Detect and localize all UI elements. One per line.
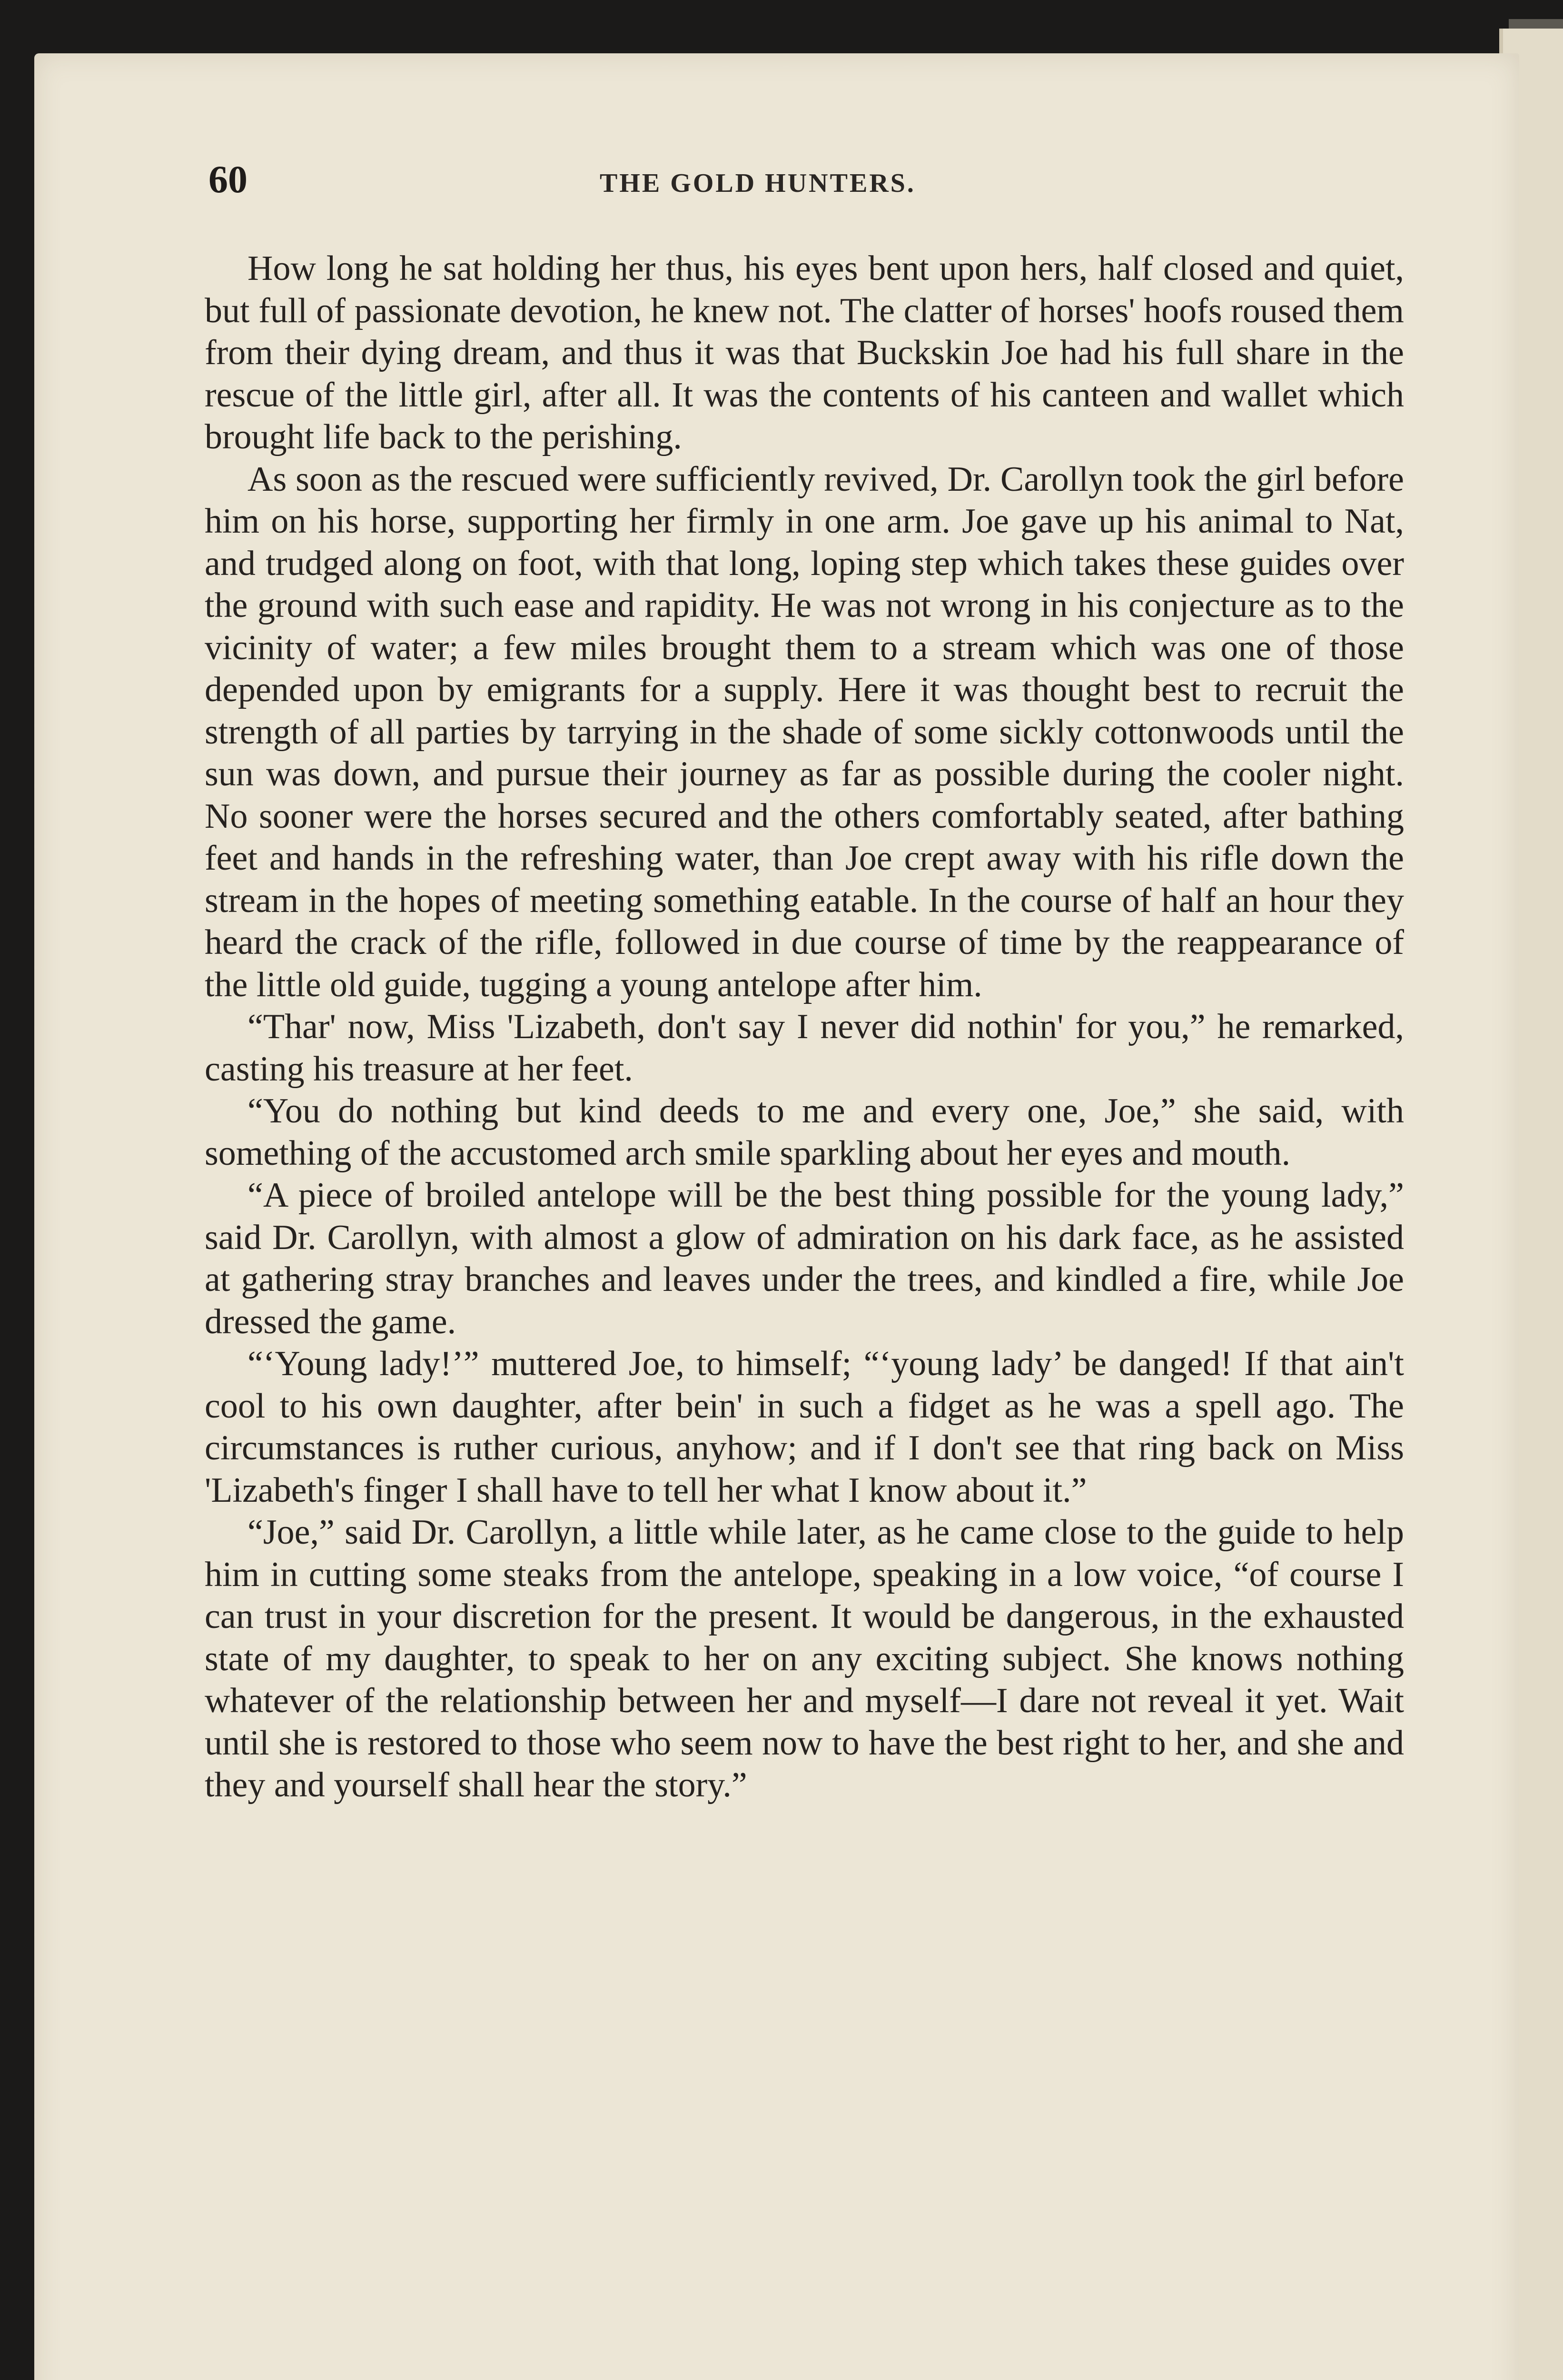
paragraph: “Thar' now, Miss 'Lizabeth, don't say I never did nothin' for you,” he remarked, casting his treasure at her feet.	[205, 1007, 1404, 1089]
paragraph: “A piece of broiled antelope will be the best thing possible for the young lady,” said Dr. Carollyn, with almost a glow of admiration on his dark face, as he assisted at gathering stray branches and leaves under the trees, and kindled a fire, while Joe dressed the game.	[205, 1176, 1404, 1341]
paragraph: As soon as the rescued were sufficiently revived, Dr. Carollyn took the girl before him on his horse, supporting her firmly in one arm. Joe gave up his animal to Nat, and trudged along on foot, with that long, loping step which takes these guides over the ground with such ease and rapidity. He was not wrong in his conjecture as to the vicinity of water; a few miles brought them to a stream which was one of those depended upon by emigrants for a supply. Here it was thought best to recruit the strength of all parties by tarrying in the shade of some sickly cottonwoods until the sun was down, and pursue their journey as far as possible during the cooler night. No sooner were the horses secured and the others comfortably seated, after bathing feet and hands in the refreshing water, than Joe crept away with his rifle down the stream in the hopes of meeting something eatable. In the course of half an hour they heard the crack of the rifle, followed in due course of time by the reappearance of the little old guide, tugging a young antelope after him.	[205, 459, 1404, 1004]
page-body	[205, 248, 1404, 1806]
page-number: 60	[208, 158, 247, 201]
paragraph: “Joe,” said Dr. Carollyn, a little while later, as he came close to the guide to help him in cutting some steaks from the antelope, speaking in a low voice, “of course I can trust in your discretion for the present. It would be dangerous, in the exhausted state of my daughter, to speak to her on any exciting subject. She knows nothing whatever of the relationship between her and myself—I dare not reveal it yet. Wait until she is restored to those who seem now to have the best right to her, and she and they and yourself shall hear the story.”	[205, 1513, 1404, 1805]
paragraph: “‘Young lady!’” muttered Joe, to himself; “‘young lady’ be danged! If that ain't cool to his own daughter, after bein' in such a fidget as he was a spell ago. The circumstances is ruther curious, anyhow; and if I don't see that ring back on Miss 'Lizabeth's finger I shall have to tell her what I know about it.”	[205, 1344, 1404, 1510]
paragraph: How long he sat holding her thus, his eyes bent upon hers, half closed and quiet, but full of passionate devotion, he knew not. The clatter of horses' hoofs roused them from their dying dream, and thus it was that Buckskin Joe had his full share in the rescue of the little girl, after all. It was the contents of his canteen and wallet which brought life back to the perishing.	[205, 249, 1404, 456]
paragraph: “You do nothing but kind deeds to me and every one, Joe,” she said, with something of the accustomed arch smile sparkling about her eyes and mouth.	[205, 1091, 1404, 1173]
running-head: THE GOLD HUNTERS.	[600, 169, 916, 198]
page-header	[0, 153, 1499, 206]
